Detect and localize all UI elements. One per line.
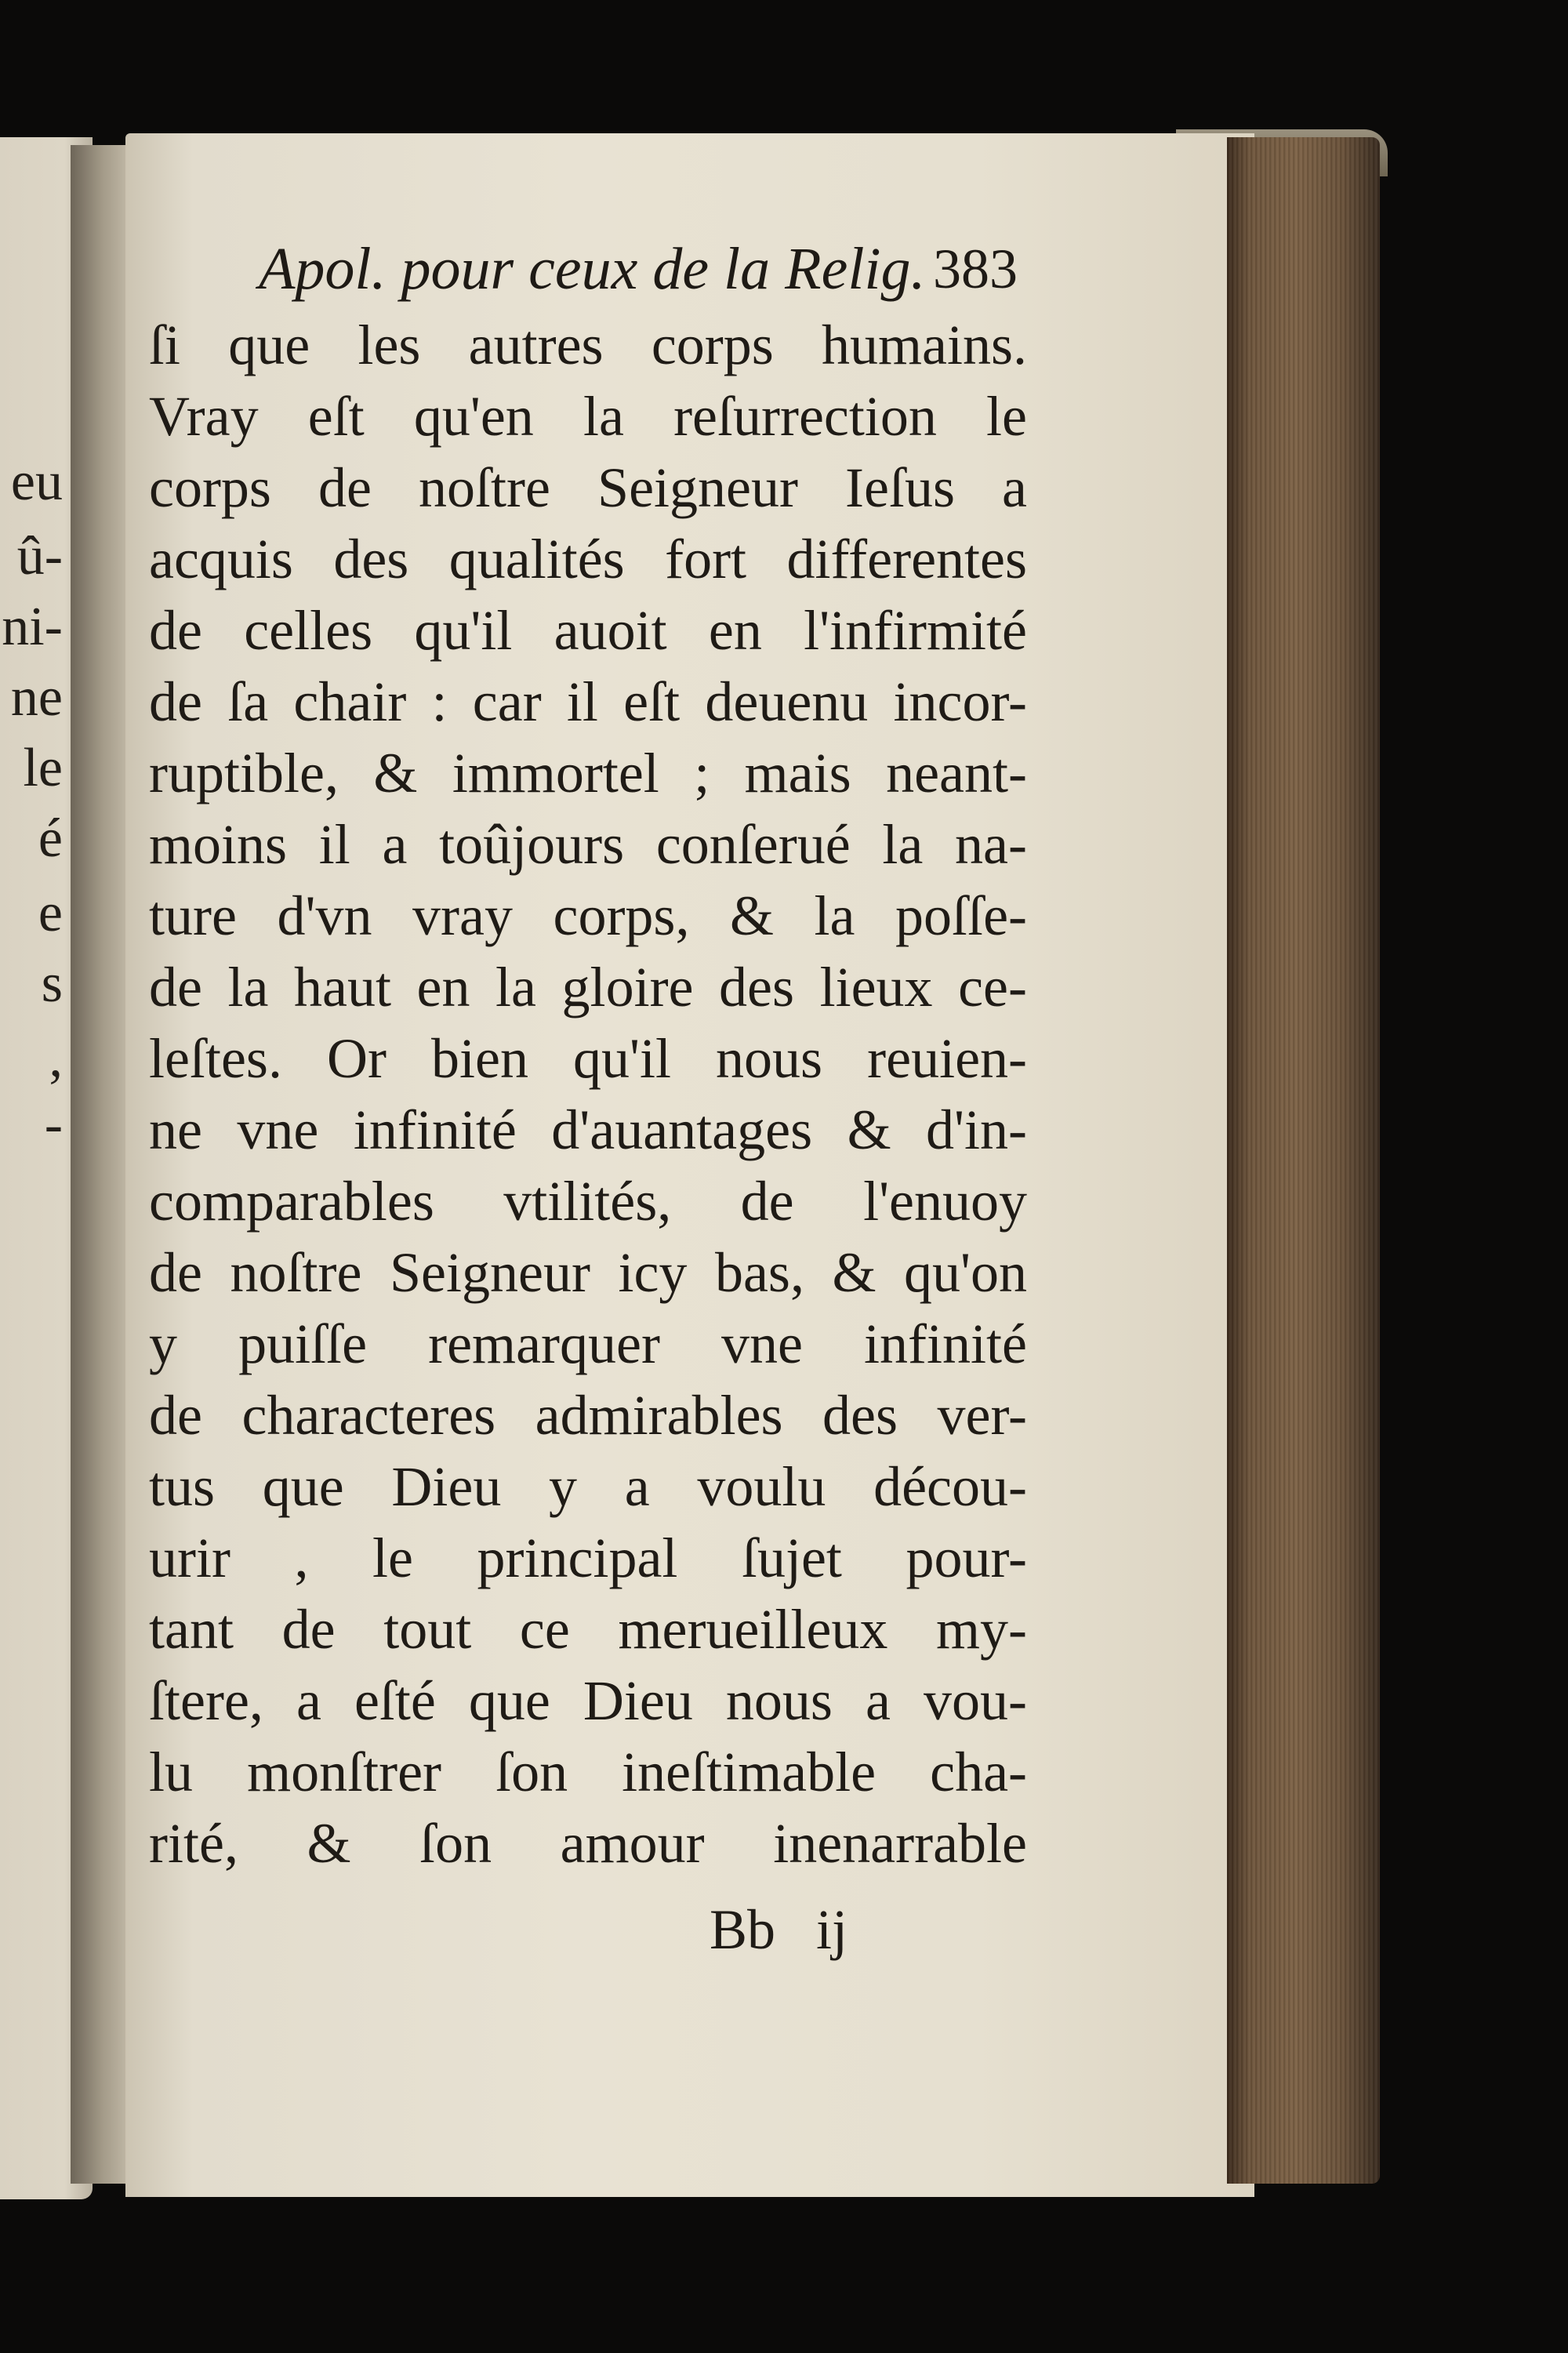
text-line: moins il a toûjours conſerué la na- <box>149 813 1027 876</box>
text-line: acquis des qualités fort differentes <box>149 528 1027 590</box>
previous-page-fragment: eu <box>10 452 63 512</box>
previous-page-fragment: ni- <box>2 597 63 657</box>
text-line: de ſa chair : car il eſt deuenu incor- <box>149 670 1027 733</box>
text-line: tant de tout ce merueilleux my- <box>149 1598 1027 1661</box>
previous-page-fragment: - <box>44 1095 63 1155</box>
text-line: ture d'vn vray corps, & la poſſe- <box>149 884 1027 947</box>
previous-page-fragment: é <box>38 808 63 869</box>
text-line: ſtere, a eſté que Dieu nous a vou- <box>149 1669 1027 1732</box>
text-line: Vray eſt qu'en la reſurrection le <box>149 385 1027 448</box>
page-edges <box>1227 137 1380 2184</box>
page-number: 383 <box>933 238 1018 300</box>
previous-page-fragment: e <box>38 883 63 943</box>
text-line: de characteres admirables des ver- <box>149 1384 1027 1447</box>
previous-page-fragment: le <box>23 738 63 798</box>
previous-page-fragment: , <box>49 1028 63 1088</box>
text-line: de celles qu'il auoit en l'infirmité <box>149 599 1027 662</box>
previous-page-fragment: ne <box>10 667 63 728</box>
text-line: leſtes. Or bien qu'il nous reuien- <box>149 1027 1027 1090</box>
text-line: comparables vtilités, de l'enuoy <box>149 1170 1027 1233</box>
text-line: y puiſſe remarquer vne infinité <box>149 1313 1027 1375</box>
text-line: corps de noſtre Seigneur Ieſus a <box>149 456 1027 519</box>
running-head: Apol. pour ceux de la Relig. <box>259 236 926 302</box>
previous-page-fragment: s <box>41 953 63 1014</box>
body-text <box>149 310 1027 1879</box>
text-line: ne vne infinité d'auantages & d'in- <box>149 1098 1027 1161</box>
text-line: lu monſtrer ſon ineſtimable cha- <box>149 1741 1027 1803</box>
text-line: de noſtre Seigneur icy bas, & qu'on <box>149 1241 1027 1304</box>
text-line: urir , le principal ſujet pour- <box>149 1527 1027 1589</box>
text-line: tus que Dieu y a voulu décou- <box>149 1455 1027 1518</box>
text-line: de la haut en la gloire des lieux ce- <box>149 956 1027 1019</box>
previous-page-fragment: û- <box>16 526 63 586</box>
text-line: rité, & ſon amour inenarrable <box>149 1812 1027 1875</box>
text-line: ſi que les autres corps humains. <box>149 314 1027 376</box>
signature-mark: Bb ij <box>710 1898 848 1961</box>
page-header <box>259 235 1043 321</box>
text-line: ruptible, & immortel ; mais neant- <box>149 742 1027 804</box>
